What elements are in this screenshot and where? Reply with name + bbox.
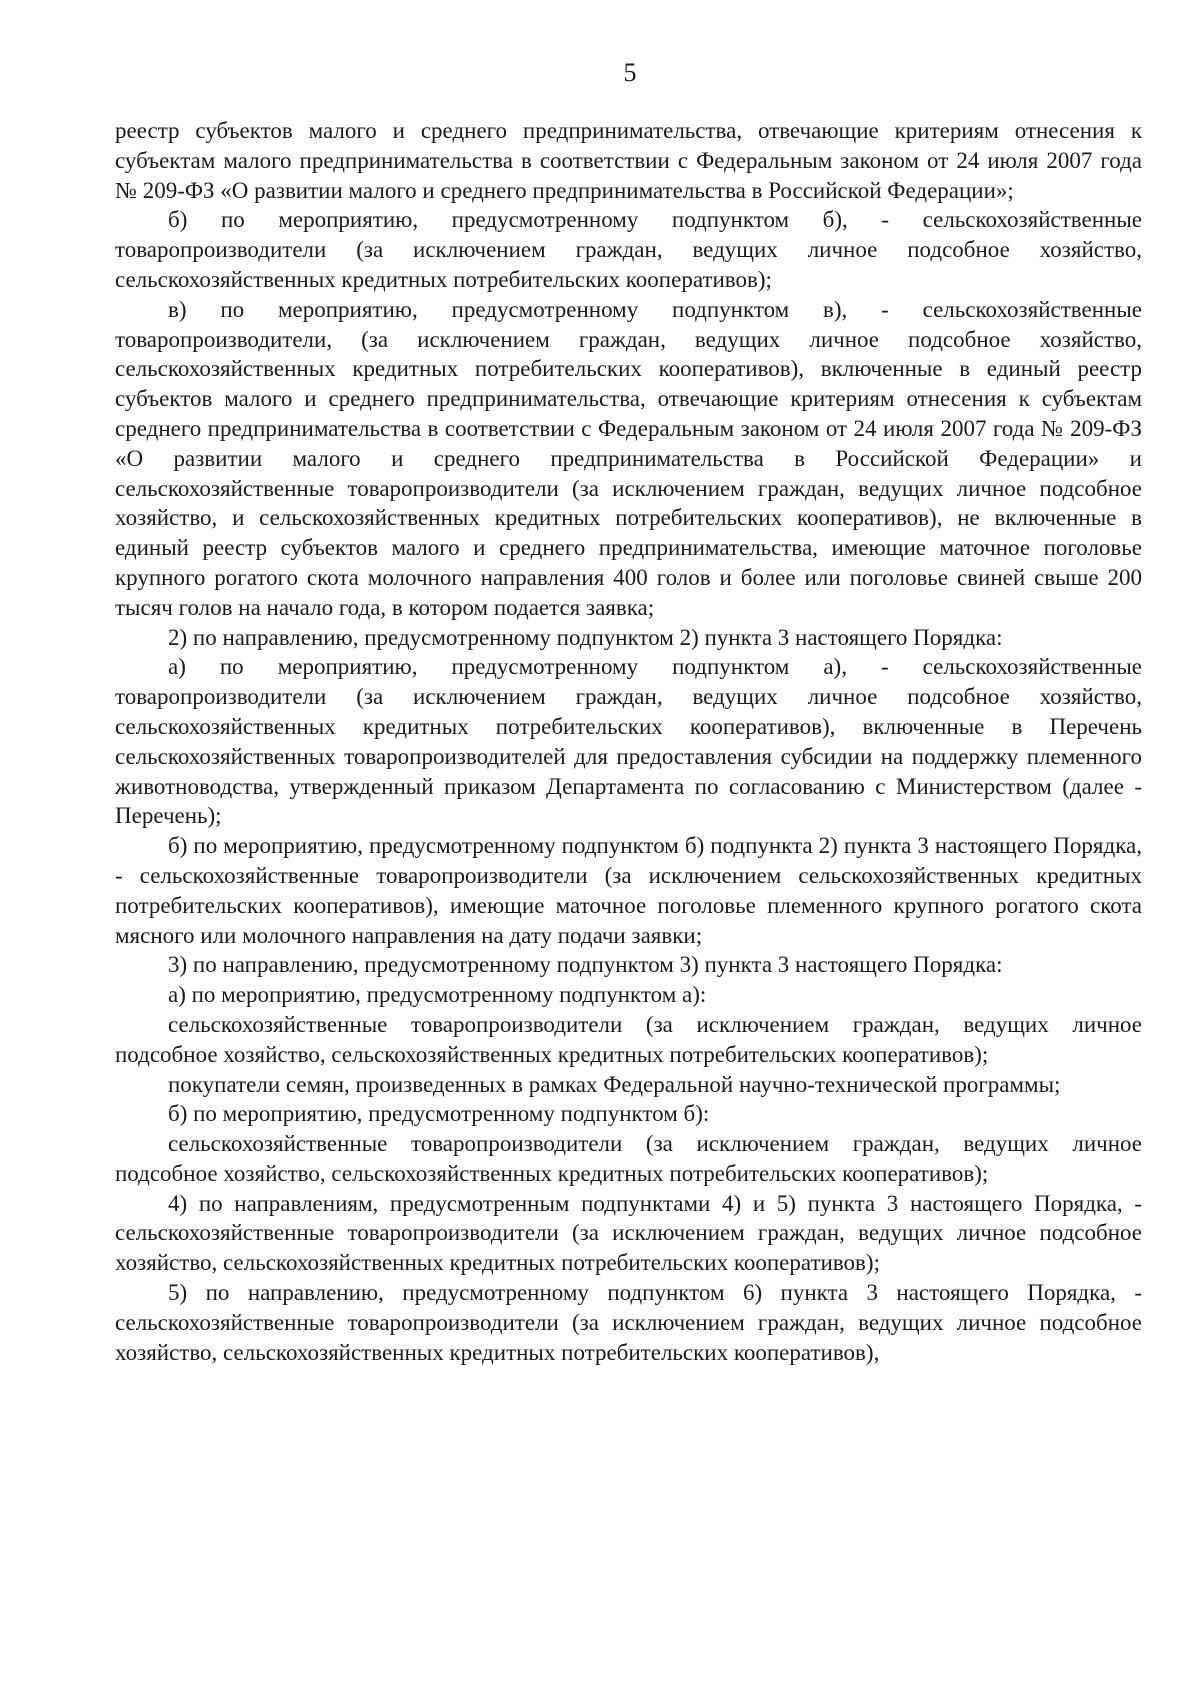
paragraph: б) по мероприятию, предусмотренному подпунктом б):: [168, 1101, 710, 1127]
document-body: [115, 116, 1142, 1367]
paragraph: а) по мероприятию, предусмотренному подпунктом а), - сельскохозяйственные товаропроизводители (за исключением граждан, ведущих личное подсобное хозяйство, сельскохозяйственных кредитных потребительских кооперативов), включенные в Перечень сельскохозяйственных товаропроизводителей для предоставления субсидии на поддержку племенного животноводства, утвержденный приказом Департамента по согласованию с Министерством (далее - Перечень);: [115, 654, 1142, 829]
paragraph: сельскохозяйственные товаропроизводители (за исключением граждан, ведущих личное подсобное хозяйство, сельскохозяйственных кредитных потребительских кооперативов);: [115, 1131, 1142, 1186]
paragraph: 2) по направлению, предусмотренному подпунктом 2) пункта 3 настоящего Порядка:: [168, 624, 1003, 650]
page-number: 5: [623, 58, 637, 87]
paragraph: а) по мероприятию, предусмотренному подпунктом а):: [168, 982, 707, 1008]
paragraph: в) по мероприятию, предусмотренному подпунктом в), - сельскохозяйственные товаропроизводители, (за исключением граждан, ведущих личное подсобное хозяйство, сельскохозяйственных кредитных потребительских кооперативов), включенные в единый реестр субъектов малого и среднего предпринимательства, отвечающие критериям отнесения к субъектам среднего предпринимательства в соответствии с Федеральным законом от 24 июля 2007 года № 209-ФЗ «О развитии малого и среднего предпринимательства в Российской Федерации» и сельскохозяйственные товаропроизводители (за исключением граждан, ведущих личное подсобное хозяйство, и сельскохозяйственных кредитных потребительских кооперативов), не включенные в единый реестр субъектов малого и среднего предпринимательства, имеющие маточное поголовье крупного рогатого скота молочного направления 400 голов и более или поголовье свиней свыше 200 тысяч голов на начало года, в котором подается заявка;: [115, 296, 1142, 620]
paragraph: 5) по направлению, предусмотренному подпунктом 6) пункта 3 настоящего Порядка, - сельскохозяйственные товаропроизводители (за исключением граждан, ведущих личное подсобное хозяйство, сельскохозяйственных кредитных потребительских кооперативов),: [115, 1280, 1142, 1365]
paragraph: реестр субъектов малого и среднего предпринимательства, отвечающие критериям отнесения к субъектам малого предпринимательства в соответствии с Федеральным законом от 24 июля 2007 года № 209-ФЗ «О развитии малого и среднего предпринимательства в Российской Федерации»;: [115, 118, 1142, 203]
paragraph: б) по мероприятию, предусмотренному подпунктом б), - сельскохозяйственные товаропроизводители (за исключением граждан, ведущих личное подсобное хозяйство, сельскохозяйственных кредитных потребительских кооперативов);: [115, 207, 1142, 292]
paragraph: 3) по направлению, предусмотренному подпунктом 3) пункта 3 настоящего Порядка:: [168, 952, 1003, 978]
paragraph: б) по мероприятию, предусмотренному подпунктом б) подпункта 2) пункта 3 настоящего Порядка, - сельскохозяйственные товаропроизводители (за исключением сельскохозяйственных кредитных потребительских кооперативов), имеющие маточное поголовье племенного крупного рогатого скота мясного или молочного направления на дату подачи заявки;: [115, 833, 1142, 948]
paragraph: покупатели семян, произведенных в рамках Федеральной научно-технической программы;: [168, 1071, 1061, 1097]
paragraph: сельскохозяйственные товаропроизводители (за исключением граждан, ведущих личное подсобное хозяйство, сельскохозяйственных кредитных потребительских кооперативов);: [115, 1011, 1142, 1067]
paragraph: 4) по направлениям, предусмотренным подпунктами 4) и 5) пункта 3 настоящего Порядка, - сельскохозяйственные товаропроизводители (за исключением граждан, ведущих личное подсобное хозяйство, сельскохозяйственных кредитных потребительских кооперативов);: [115, 1190, 1142, 1276]
